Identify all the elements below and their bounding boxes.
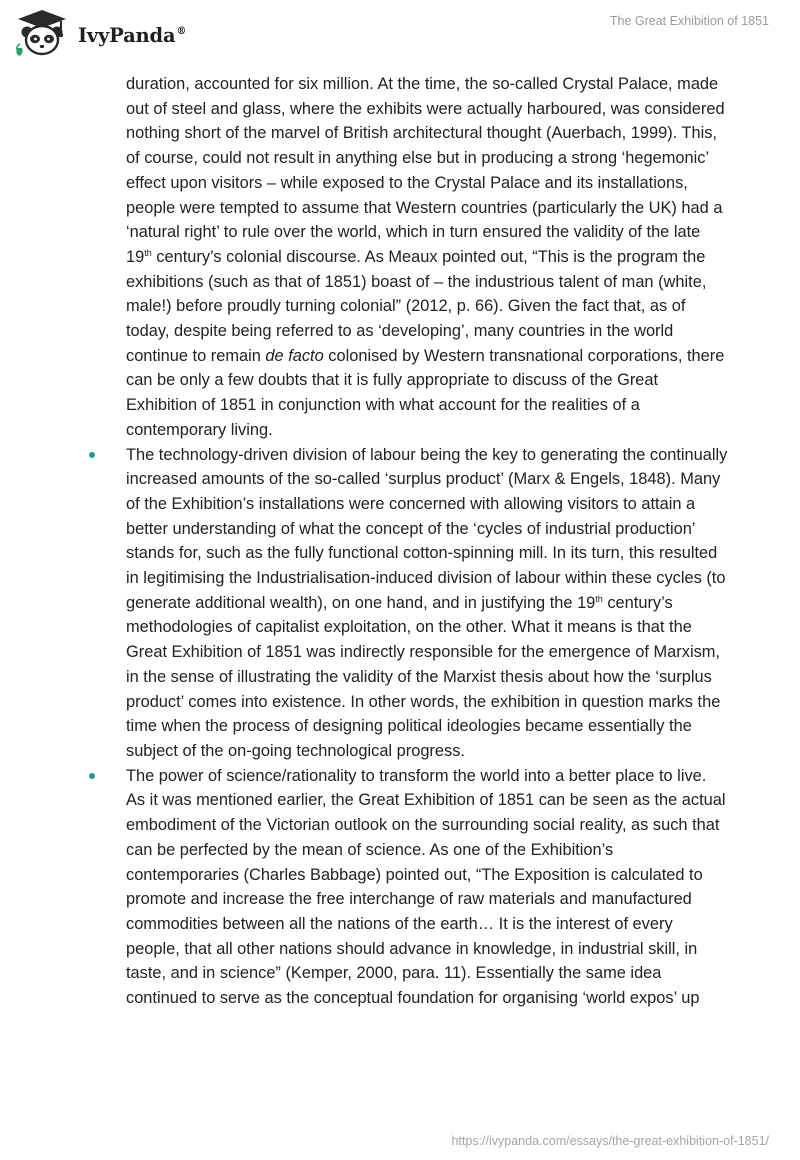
- panda-graduate-icon: [14, 8, 70, 58]
- italic-text: de facto: [265, 346, 324, 365]
- bullet-paragraph: [126, 443, 728, 764]
- page-title: The Great Exhibition of 1851: [609, 14, 769, 28]
- document-body: [126, 72, 728, 1011]
- bullet-paragraph: [126, 764, 728, 1011]
- text-run: century’s methodologies of capitalist exploitation, on the other. What it means is that the Great Exhibition of 1851 was indirectly responsible for the emergence of Marxism, in the sense of illustrating the validity of the Marxist thesis about how the ‘surplus product’ comes into existence. In other words, the exhibition in question marks the time when the process of designing political ideologies became essentially the subject of the on-going technological progress.: [126, 593, 721, 760]
- brand-logo[interactable]: [14, 8, 186, 58]
- text-run: century’s colonial discourse. As Meaux pointed out, “This is the program the exhibitions (such as that of 1851) boast of – the industrious talent of man (white, male!) before proudly turning colonial” (2012, p. 66). Given the fact that, as of today, despite being referred to as ‘developing’, many countries in the world continue to remain: [126, 247, 707, 365]
- text-run: The technology-driven division of labour being the key to generating the continually increased amounts of the so-called ‘surplus product’ (Marx & Engels, 1848). Many of the Exhibition’s installations were concerned with allowing visitors to attain a better understanding of what the concept of the ‘cycles of industrial production’ stands for, such as the fully functional cotton-spinning mill. In its turn, this resulted in legitimising the Industrialisation-induced division of labour within these cycles (to generate additional wealth), on one hand, and in justifying the 19: [126, 445, 728, 612]
- paragraph: [126, 72, 728, 443]
- text-run: The power of science/rationality to transform the world into a better place to live. As it was mentioned earlier, the Great Exhibition of 1851 can be seen as the actual embodiment of the Victorian outlook on the surrounding social reality, as such that can be perfected by the mean of science. As one of the Exhibition’s contemporaries (Charles Babbage) pointed out, “The Exposition is calculated to promote and increase the free interchange of raw materials and manufactured commodities between all the nations of the earth… It is the interest of every people, that all other nations should advance in knowledge, in industrial skill, in taste, and in science” (Kemper, 2000, para. 11). Essentially the same idea continued to serve as the conceptual foundation for organising ‘world expos’ up: [126, 766, 726, 1008]
- bullet-dot-icon: [88, 443, 96, 468]
- superscript: th: [144, 247, 152, 258]
- source-url[interactable]: https://ivypanda.com/essays/the-great-exhibition-of-1851/: [451, 1134, 769, 1148]
- superscript: th: [595, 593, 603, 604]
- text-run: duration, accounted for six million. At the time, the so-called Crystal Palace, made out of steel and glass, where the exhibits were actually harboured, was considered nothing short of the marvel of British architectural thought (Auerbach, 1999). This, of course, could not result in anything else but in producing a strong ‘hegemonic’ effect upon visitors – while exposed to the Crystal Palace and its installations, people were tempted to assume that Western countries (particularly the UK) had a ‘natural right’ to rule over the world, which in turn ensured the validity of the late 19: [126, 75, 725, 266]
- brand-name: IvyPanda®: [78, 23, 187, 47]
- bullet-dot-icon: [88, 764, 96, 789]
- text-run: colonised by Western transnational corporations, there can be only a few doubts that it is fully appropriate to discuss of the Great Exhibition of 1851 in conjunction with what account for the realities of a contemporary living.: [126, 346, 725, 439]
